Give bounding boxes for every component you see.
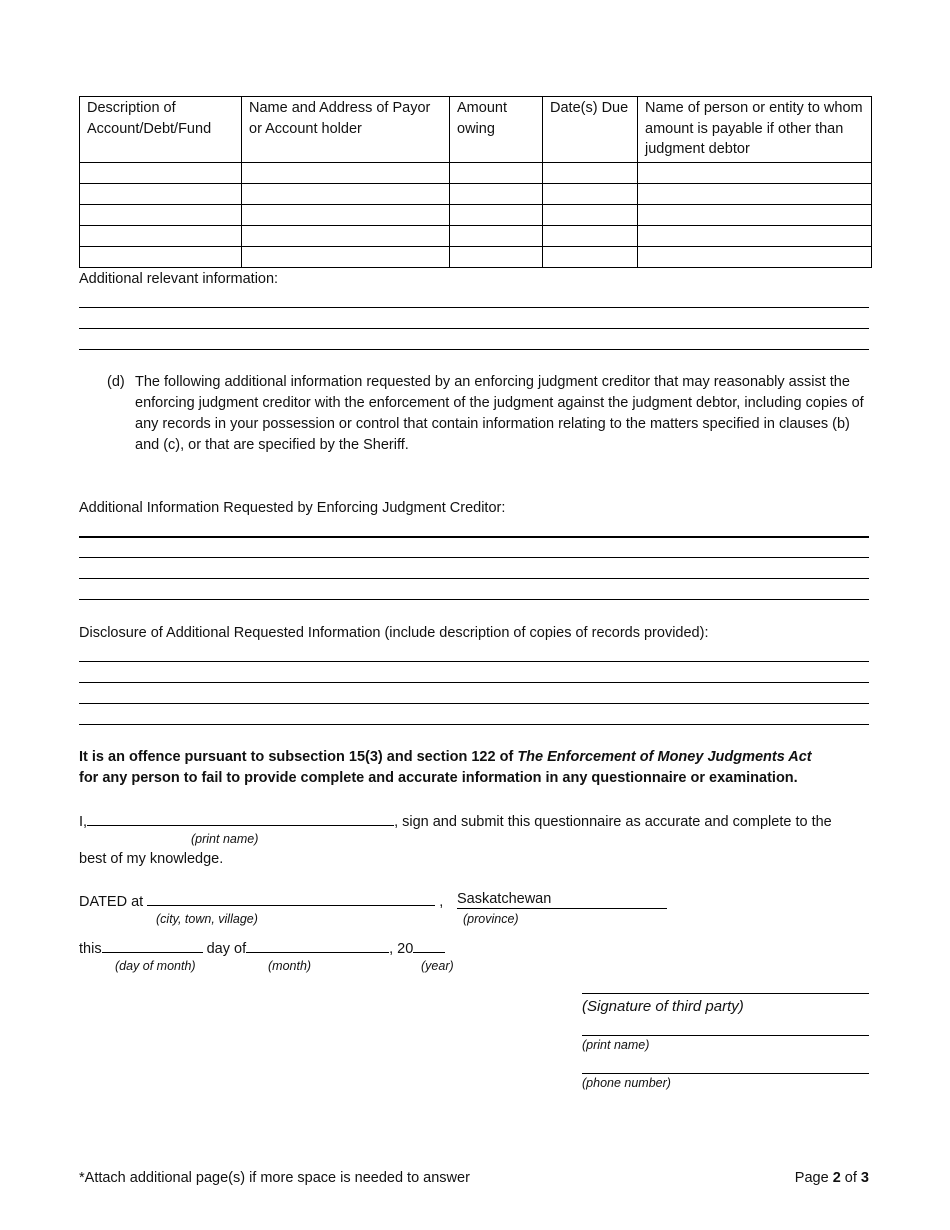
year-field[interactable] — [413, 938, 445, 953]
table-row — [80, 225, 872, 246]
signoff-suffix: , sign and submit this questionnaire as accurate and complete to the — [394, 814, 832, 830]
notice-part-1: It is an offence pursuant to subsection 15(3) and section 122 of — [79, 749, 518, 765]
footer-note: *Attach additional page(s) if more space is needed to answer — [79, 1170, 470, 1186]
table-cell[interactable] — [80, 246, 242, 267]
table-cell[interactable] — [543, 183, 638, 204]
table-cell[interactable] — [638, 183, 872, 204]
signoff-line — [79, 811, 832, 832]
this-label: this — [79, 941, 102, 957]
table-cell[interactable] — [450, 162, 543, 183]
signoff-line-2: best of my knowledge. — [79, 851, 224, 867]
disclosure-line-1[interactable] — [79, 661, 869, 662]
requested-line-2[interactable] — [79, 557, 869, 558]
table-row — [80, 183, 872, 204]
additional-requested-label: Additional Information Requested by Enforcing Judgment Creditor: — [79, 500, 506, 516]
table-cell[interactable] — [80, 162, 242, 183]
requested-line-4[interactable] — [79, 599, 869, 600]
table-cell[interactable] — [638, 225, 872, 246]
accounts-table — [79, 96, 872, 268]
col-header-description: Description of Account/Debt/Fund — [80, 97, 242, 163]
table-row — [80, 162, 872, 183]
table-cell[interactable] — [450, 183, 543, 204]
page-prefix: Page — [794, 1170, 833, 1186]
clause-d-label: (d) — [107, 374, 125, 390]
table-cell[interactable] — [80, 204, 242, 225]
phone-line[interactable] — [582, 1073, 869, 1074]
table-cell[interactable] — [450, 204, 543, 225]
print-name-field[interactable] — [87, 811, 394, 826]
day-field[interactable] — [102, 938, 203, 953]
table-cell[interactable] — [450, 246, 543, 267]
additional-relevant-label: Additional relevant information: — [79, 271, 279, 287]
additional-relevant-line-3[interactable] — [79, 349, 869, 350]
table-header-row — [80, 97, 872, 163]
this-day-line — [79, 938, 445, 959]
table-cell[interactable] — [543, 162, 638, 183]
print-name-line[interactable] — [582, 1035, 869, 1036]
table-cell[interactable] — [242, 162, 450, 183]
table-row — [80, 246, 872, 267]
additional-relevant-line-2[interactable] — [79, 328, 869, 329]
col-header-amount: Amount owing — [450, 97, 543, 163]
month-hint: (month) — [268, 959, 312, 973]
col-header-payor: Name and Address of Payor or Account holder — [242, 97, 450, 163]
act-title: The Enforcement of Money Judgments Act — [517, 749, 812, 765]
dated-comma: , — [439, 894, 444, 910]
disclosure-label: Disclosure of Additional Requested Information (include description of copies of records provided): — [79, 625, 709, 641]
city-field[interactable] — [147, 891, 435, 906]
disclosure-line-3[interactable] — [79, 703, 869, 704]
page-number — [795, 1168, 869, 1188]
table-cell[interactable] — [638, 204, 872, 225]
signature-label: (Signature of third party) — [582, 998, 744, 1015]
page-mid: of — [840, 1170, 861, 1186]
offence-notice — [79, 747, 879, 789]
table-row — [80, 204, 872, 225]
table-cell[interactable] — [80, 225, 242, 246]
table-cell[interactable] — [80, 183, 242, 204]
dated-line — [79, 891, 443, 912]
col-header-dates-due: Date(s) Due — [543, 97, 638, 163]
signoff-prefix: I, — [79, 814, 88, 830]
notice-part-2: for any person to fail to provide complete and accurate information in any questionnaire or examination. — [79, 770, 798, 786]
month-field[interactable] — [246, 938, 389, 953]
day-of-label: day of — [206, 941, 247, 957]
table-cell[interactable] — [242, 183, 450, 204]
disclosure-line-4[interactable] — [79, 724, 869, 725]
dated-label: DATED at — [79, 894, 144, 910]
year-prefix: , 20 — [389, 941, 414, 957]
city-hint: (city, town, village) — [156, 912, 258, 926]
table-cell[interactable] — [638, 162, 872, 183]
table-cell[interactable] — [638, 246, 872, 267]
print-name-label: (print name) — [582, 1038, 650, 1052]
additional-relevant-line-1[interactable] — [79, 307, 869, 308]
table-cell[interactable] — [450, 225, 543, 246]
col-header-payee: Name of person or entity to whom amount is payable if other than judgment debtor — [638, 97, 872, 163]
page-total: 3 — [860, 1170, 869, 1186]
table-cell[interactable] — [543, 246, 638, 267]
disclosure-line-2[interactable] — [79, 682, 869, 683]
table-cell[interactable] — [242, 204, 450, 225]
phone-label: (phone number) — [582, 1076, 671, 1090]
table-cell[interactable] — [242, 246, 450, 267]
requested-line-3[interactable] — [79, 578, 869, 579]
province-field[interactable]: Saskatchewan — [457, 891, 667, 909]
province-hint: (province) — [463, 912, 519, 926]
print-name-hint: (print name) — [191, 832, 259, 846]
table-cell[interactable] — [543, 225, 638, 246]
page-current: 2 — [832, 1170, 841, 1186]
year-hint: (year) — [421, 959, 454, 973]
requested-line-1[interactable] — [79, 536, 869, 538]
clause-d-text: The following additional information requested by an enforcing judgment creditor that may reasonably assist the enforcing judgment creditor with the enforcement of the judgment against the judgment debtor, including copies of any records in your possession or control that contain information relating to the matters specified in clauses (b) and (c), or that are specified by the Sheriff. — [135, 374, 864, 453]
table-cell[interactable] — [543, 204, 638, 225]
table-cell[interactable] — [242, 225, 450, 246]
signature-line[interactable] — [582, 993, 869, 994]
day-hint: (day of month) — [115, 959, 196, 973]
